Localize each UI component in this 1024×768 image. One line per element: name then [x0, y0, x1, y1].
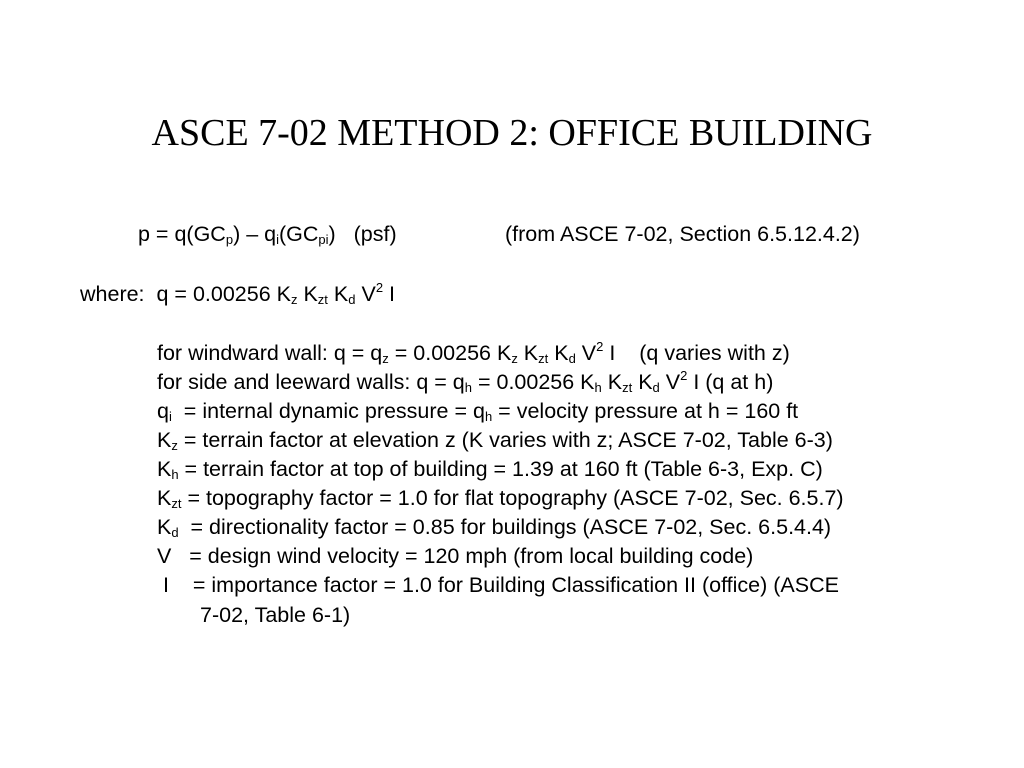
leeward-part: V [659, 370, 681, 394]
leeward-part: for side and leeward walls: q = q [157, 370, 465, 394]
qi-sub: i [168, 409, 172, 424]
windward-sup: 2 [596, 339, 604, 354]
importance-definition: I = importance factor = 1.0 for Building Classification II (office) (ASCE [163, 573, 839, 597]
where-sub: d [348, 292, 356, 307]
windward-sub: z [511, 351, 518, 366]
kz-definition [157, 426, 833, 455]
eq-part: (GC [278, 222, 319, 246]
qi-part: = velocity pressure at h = 160 ft [492, 399, 799, 423]
windward-part: = 0.00256 K [388, 341, 512, 365]
windward-part: K [517, 341, 539, 365]
kh-definition [157, 455, 823, 484]
leeward-part: K [632, 370, 653, 394]
kzt-part: = topography factor = 1.0 for flat topography (ASCE 7-02, Sec. 6.5.7) [181, 486, 844, 510]
kd-definition [157, 513, 831, 542]
windward-part: K [548, 341, 569, 365]
qi-part: q [157, 399, 169, 423]
leeward-part: I (q at h) [687, 370, 774, 394]
qi-sub: h [484, 409, 493, 424]
where-sub: zt [317, 292, 328, 307]
kz-part: = terrain factor at elevation z (K varies with z; ASCE 7-02, Table 6-3) [177, 428, 833, 452]
leeward-sub: h [594, 380, 602, 395]
kd-part: = directionality factor = 0.85 for buildings (ASCE 7-02, Sec. 6.5.4.4) [178, 515, 832, 539]
windward-part: for windward wall: q = q [157, 341, 383, 365]
slide-title: ASCE 7-02 METHOD 2: OFFICE BUILDING [151, 112, 873, 154]
leeward-line [157, 368, 773, 397]
leeward-sub: d [652, 380, 660, 395]
kh-sub: h [171, 467, 179, 482]
eq-sub: p [225, 232, 234, 247]
qi-definition [157, 397, 798, 426]
importance-definition-cont: 7-02, Table 6-1) [200, 603, 351, 627]
where-line [80, 280, 395, 309]
eq-sub: pi [318, 232, 329, 247]
kh-part: K [157, 457, 172, 481]
leeward-sup: 2 [680, 368, 688, 383]
kz-sub: z [171, 438, 178, 453]
windward-sub: d [568, 351, 576, 366]
kzt-sub: zt [171, 496, 182, 511]
where-part: where: q = 0.00256 K [80, 282, 291, 306]
qi-part: = internal dynamic pressure = q [171, 399, 485, 423]
eq-part: ) – q [233, 222, 277, 246]
windward-sub: zt [538, 351, 549, 366]
windward-part: I (q varies with z) [603, 341, 790, 365]
where-part: I [383, 282, 395, 306]
pressure-equation [138, 220, 397, 249]
leeward-part: = 0.00256 K [471, 370, 595, 394]
leeward-part: K [601, 370, 623, 394]
v-definition: V = design wind velocity = 120 mph (from local building code) [157, 544, 754, 568]
where-sub: z [290, 292, 298, 307]
where-part: K [327, 282, 349, 306]
eq-part: p = q(GC [138, 222, 226, 246]
leeward-sub: zt [622, 380, 633, 395]
kh-part: = terrain factor at top of building = 1.39 at 160 ft (Table 6-3, Exp. C) [178, 457, 823, 481]
windward-part: V [575, 341, 597, 365]
where-sup: 2 [375, 280, 384, 295]
kzt-definition [157, 484, 844, 513]
eq-part: ) (psf) [328, 222, 397, 246]
kzt-part: K [157, 486, 172, 510]
where-part: V [355, 282, 376, 306]
equation-source: (from ASCE 7-02, Section 6.5.12.4.2) [505, 222, 860, 246]
windward-sub: z [382, 351, 389, 366]
where-part: K [297, 282, 318, 306]
kd-part: K [157, 515, 172, 539]
kd-sub: d [171, 525, 179, 540]
leeward-sub: h [464, 380, 472, 395]
kz-part: K [157, 428, 172, 452]
windward-line [157, 339, 790, 368]
eq-sub: i [276, 232, 279, 247]
